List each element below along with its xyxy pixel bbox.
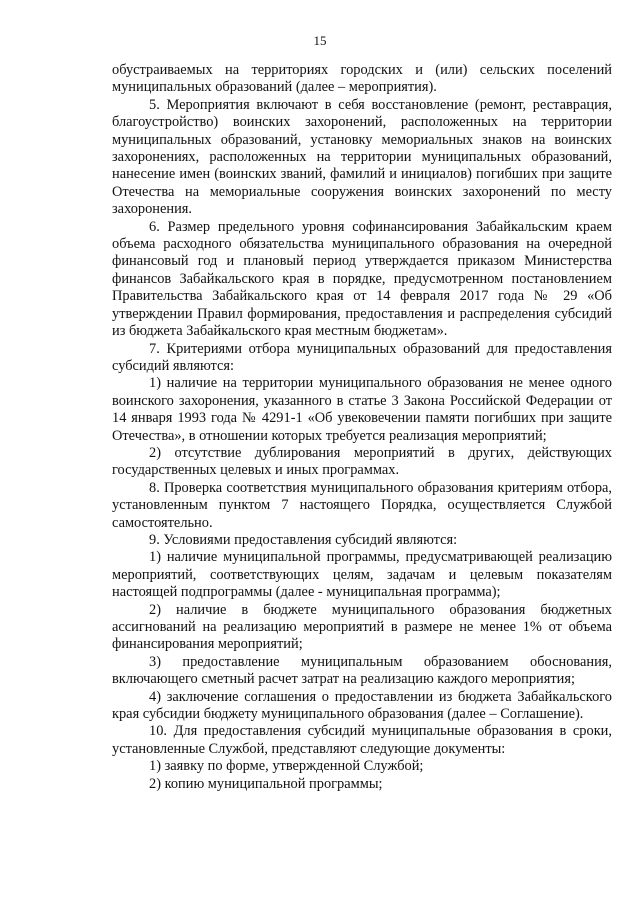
paragraph-item-10: 10. Для предоставления субсидий муниципальные образования в сроки, установленные Службой, представляют следующие документы: [112, 723, 612, 757]
paragraph-item-9-1: 1) наличие муниципальной программы, предусматривающей реализацию мероприятий, соответствующих целям, задачам и целевым показателям настоящей подпрограммы (далее - муниципальная программа); [112, 549, 612, 601]
paragraph-item-7: 7. Критериями отбора муниципальных образований для предоставления субсидий являются: [112, 340, 612, 374]
paragraph-item-10-2: 2) копию муниципальной программы; [149, 775, 383, 792]
paragraph-item-7-1: 1) наличие на территории муниципального образования не менее одного воинского захоронения, указанного в статье 3 Закона Российской Федерации от 14 января 1993 года № 4291-1 «Об увековечении памяти погибших при защите Отечества», в отношении которых требуется реализация мероприятий; [112, 375, 612, 444]
paragraph-item-9-3: 3) предоставление муниципальным образованием обоснования, включающего сметный расчет затрат на реализацию каждого мероприятия; [112, 653, 612, 688]
paragraph-item-5: 5. Мероприятия включают в себя восстановление (ремонт, реставрация, благоустройство) воинских захоронений, расположенных на территории муниципальных образований, установку мемориальных знаков на воинских захоронениях, расположенных на территории муниципальных образований, нанесение имен (воинских званий, фамилий и инициалов) погибших при защите Отечества на мемориальные сооружения воинских захоронений по месту захоронения. [112, 96, 612, 218]
paragraph-item-9-4: 4) заключение соглашения о предоставлении из бюджета Забайкальского края субсидии бюджету муниципального образования (далее – Соглашение). [112, 688, 612, 723]
paragraph-item-9-2: 2) наличие в бюджете муниципального образования бюджетных ассигнований на реализацию мероприятий в размере не менее 1% от объема финансирования мероприятий; [112, 601, 612, 653]
paragraph-item-6: 6. Размер предельного уровня софинансирования Забайкальским краем объема расходного обязательства муниципального образования на очередной финансовый год и плановый период утверждается приказом Министерства финансов Забайкальского края в порядке, предусмотренном постановлением Правительства Забайкальского края от 14 февраля 2017 года № 29 «Об утверждении Правил формирования, предоставления и распределения субсидий из бюджета Забайкальского края местным бюджетам». [112, 218, 612, 340]
paragraph-item-10-1: 1) заявку по форме, утвержденной Службой; [149, 758, 424, 775]
paragraph-item-8: 8. Проверка соответствия муниципального образования критериям отбора, установленным пунктом 7 настоящего Порядка, осуществляется Службой самостоятельно. [112, 479, 612, 531]
paragraph-continuation: обустраиваемых на территориях городских и (или) сельских поселений муниципальных образований (далее – мероприятия). [112, 62, 612, 96]
paragraph-item-9: 9. Условиями предоставления субсидий являются: [149, 531, 458, 548]
page-number: 15 [313, 33, 327, 48]
paragraph-item-7-2: 2) отсутствие дублирования мероприятий в других, действующих государственных целевых и иных программах. [112, 444, 612, 479]
document-body [112, 62, 612, 793]
